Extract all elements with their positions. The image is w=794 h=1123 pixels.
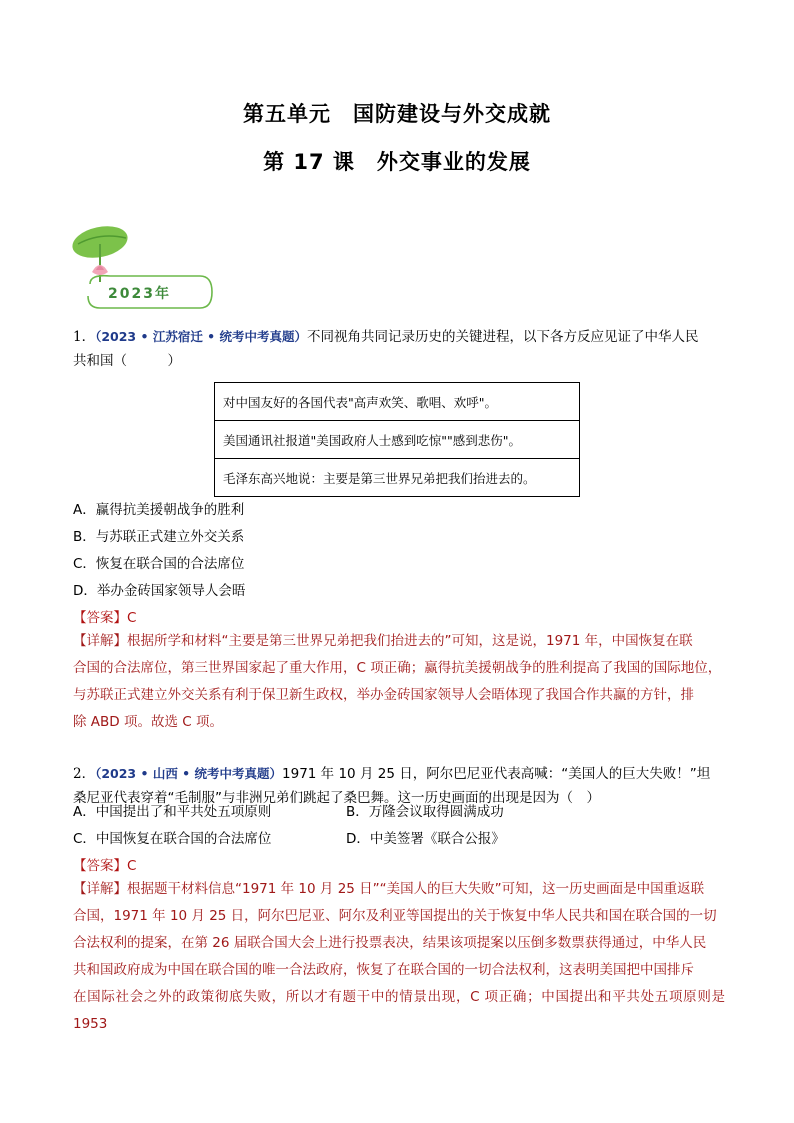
- unit-title: 第五单元 国防建设与外交成就: [243, 102, 551, 126]
- question-number: 2．: [73, 766, 96, 782]
- option-c: C．中国恢复在联合国的合法席位: [73, 831, 272, 847]
- option-d: D．举办金砖国家领导人会晤: [73, 583, 246, 599]
- option-c: C．恢复在联合国的合法席位: [73, 556, 245, 572]
- explanation-line: 与苏联正式建立外交关系有利于保卫新生政权，举办金砖国家领导人会晤体现了我国合作共赢的方针，排: [73, 687, 694, 703]
- question-stem: 1971 年 10 月 25 日，阿尔巴尼亚代表高喊：“美国人的巨大失败！”坦: [282, 766, 711, 782]
- option-a: A．中国提出了和平共处五项原则: [73, 804, 272, 820]
- explanation-line: 在国际社会之外的政策彻底失败，所以才有题干中的情景出现，C 项正确；中国提出和平共处五项原则是 1953: [73, 989, 725, 1032]
- explanation-line: 【详解】根据题干材料信息“1971 年 10 月 25 日”“美国人的巨大失败”可知，这一历史画面是中国重返联: [73, 881, 705, 897]
- question-stem: 不同视角共同记录历史的关键进程，以下各方反应见证了中华人民: [307, 329, 699, 345]
- answer: 【答案】C: [73, 610, 137, 626]
- explanation-line: 合国的合法席位，第三世界国家起了重大作用，C 项正确；赢得抗美援朝战争的胜利提高了我国的国际地位，: [73, 660, 722, 676]
- question-source: （2023 • 山西 • 统考中考真题）: [95, 766, 283, 781]
- material-table: [214, 382, 580, 497]
- option-a: A．赢得抗美援朝战争的胜利: [73, 502, 245, 518]
- option-d: D．中美签署《联合公报》: [346, 831, 505, 847]
- explanation-line: 合国，1971 年 10 月 25 日，阿尔巴尼亚、阿尔及利亚等国提出的关于恢复中华人民共和国在联合国的一切: [73, 908, 717, 924]
- question-stem-cont: 桑尼亚代表穿着“毛制服”与非洲兄弟们跳起了桑巴舞。这一历史画面的出现是因为（ ）: [73, 790, 600, 806]
- explanation-line: 共和国政府成为中国在联合国的唯一合法政府，恢复了在联合国的一切合法权利，这表明美国把中国排斥: [73, 962, 694, 978]
- option-b: B．万隆会议取得圆满成功: [346, 804, 504, 820]
- explanation-line: 合法权利的提案，在第 26 届联合国大会上进行投票表决，结果该项提案以压倒多数票获得通过，中华人民: [73, 935, 707, 951]
- question-source: （2023 • 江苏宿迁 • 统考中考真题）: [95, 329, 308, 344]
- question-stem-cont: 共和国（ ）: [73, 353, 181, 369]
- year-badge: 2023年: [108, 286, 171, 302]
- explanation: [73, 876, 725, 1038]
- lesson-title: 第 17 课 外交事业的发展: [263, 150, 531, 174]
- explanation: [73, 628, 725, 736]
- explanation-line: 【详解】根据所学和材料“主要是第三世界兄弟把我们抬进去的”可知，这是说，1971 年，中国恢复在联: [73, 633, 693, 649]
- answer: 【答案】C: [73, 858, 137, 874]
- material-row: 对中国友好的各国代表"高声欢笑、歌唱、欢呼"。: [215, 383, 580, 421]
- question-1: [73, 325, 723, 373]
- question-number: 1．: [73, 329, 96, 345]
- material-row: 美国通讯社报道"美国政府人士感到吃惊""感到悲伤"。: [215, 421, 580, 459]
- explanation-line: 除 ABD 项。故选 C 项。: [73, 714, 223, 730]
- option-b: B．与苏联正式建立外交关系: [73, 529, 245, 545]
- material-row: 毛泽东高兴地说：主要是第三世界兄弟把我们抬进去的。: [215, 459, 580, 497]
